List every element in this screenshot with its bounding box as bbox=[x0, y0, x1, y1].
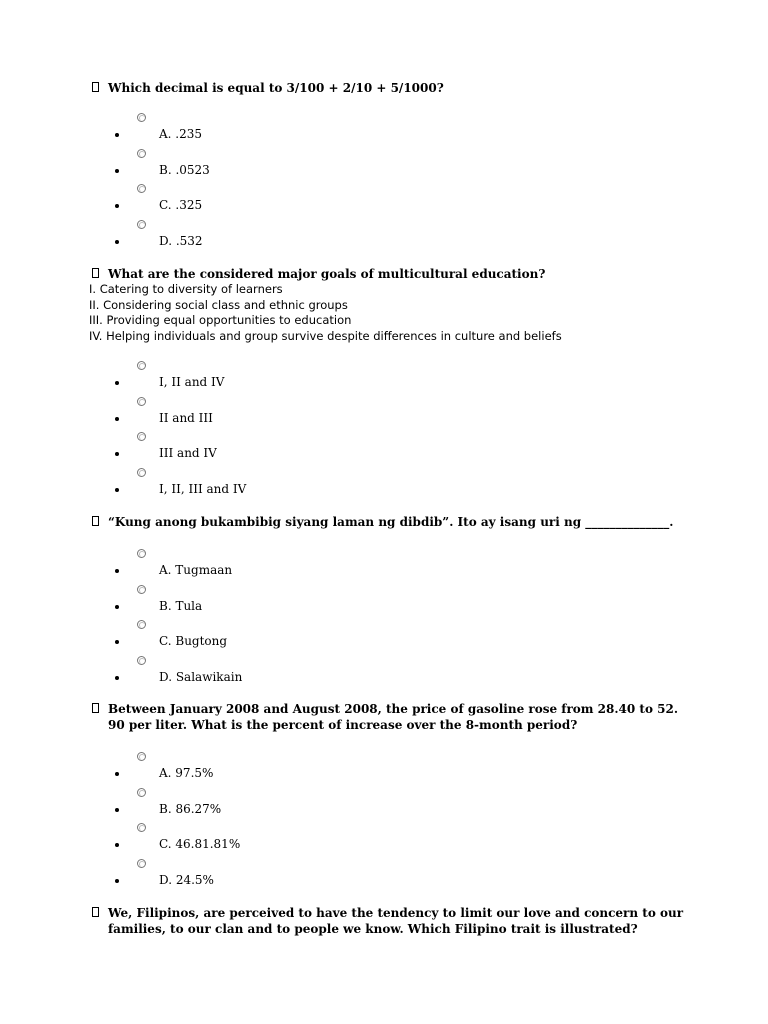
option-item[interactable] bbox=[92, 397, 492, 433]
radio-button-icon[interactable] bbox=[137, 788, 146, 797]
bullet-icon bbox=[115, 808, 119, 812]
question-4-header bbox=[92, 701, 692, 733]
bullet-icon bbox=[115, 488, 119, 492]
bullet-icon bbox=[115, 640, 119, 644]
bullet-icon bbox=[115, 240, 119, 244]
radio-button-icon[interactable] bbox=[137, 752, 146, 761]
question-marker-icon bbox=[92, 82, 99, 92]
bullet-icon bbox=[115, 843, 119, 847]
bullet-icon bbox=[115, 676, 119, 680]
option-item[interactable] bbox=[92, 113, 492, 149]
option-item[interactable] bbox=[92, 361, 492, 397]
question-4-text: Between January 2008 and August 2008, the price of gasoline rose from 28.40 to 52. 90 per liter. What is the percent of increase over the 8-month period? bbox=[108, 702, 679, 732]
question-2-header bbox=[92, 266, 692, 282]
option-item[interactable] bbox=[92, 184, 492, 220]
option-item[interactable] bbox=[92, 620, 492, 656]
radio-button-icon[interactable] bbox=[137, 585, 146, 594]
question-2-options bbox=[92, 361, 492, 503]
question-4 bbox=[92, 701, 692, 733]
bullet-icon bbox=[115, 772, 119, 776]
option-label: I, II, III and IV bbox=[159, 481, 247, 496]
bullet-icon bbox=[115, 133, 119, 137]
option-label: B. Tula bbox=[159, 598, 203, 613]
bullet-icon bbox=[115, 569, 119, 573]
question-3 bbox=[92, 514, 692, 530]
option-label: D. 24.5% bbox=[159, 872, 214, 887]
statement-2: II. Considering social class and ethnic groups bbox=[89, 297, 348, 312]
option-item[interactable] bbox=[92, 859, 492, 895]
bullet-icon bbox=[115, 452, 119, 456]
option-label: D. .532 bbox=[159, 233, 203, 248]
option-item[interactable] bbox=[92, 585, 492, 621]
bullet-icon bbox=[115, 879, 119, 883]
option-item[interactable] bbox=[92, 788, 492, 824]
option-item[interactable] bbox=[92, 656, 492, 692]
option-label: III and IV bbox=[159, 446, 217, 460]
radio-button-icon[interactable] bbox=[137, 823, 146, 832]
bullet-icon bbox=[115, 605, 119, 609]
question-1 bbox=[92, 80, 692, 96]
radio-button-icon[interactable] bbox=[137, 432, 146, 441]
radio-button-icon[interactable] bbox=[137, 397, 146, 406]
question-marker-icon bbox=[92, 907, 99, 917]
radio-button-icon[interactable] bbox=[137, 620, 146, 629]
radio-button-icon[interactable] bbox=[137, 656, 146, 665]
option-label: C. 46.81.81% bbox=[159, 837, 241, 851]
option-label: II and III bbox=[159, 410, 213, 425]
radio-button-icon[interactable] bbox=[137, 859, 146, 868]
option-item[interactable] bbox=[92, 549, 492, 585]
question-4-options bbox=[92, 752, 492, 894]
option-label: B. 86.27% bbox=[159, 801, 222, 816]
radio-button-icon[interactable] bbox=[137, 220, 146, 229]
option-item[interactable] bbox=[92, 752, 492, 788]
question-3-text: “Kung anong bukambibig siyang laman ng dibdib”. Ito ay isang uri ng ______________. bbox=[108, 515, 674, 529]
question-2 bbox=[89, 266, 692, 344]
question-marker-icon bbox=[92, 516, 99, 526]
option-label: A. Tugmaan bbox=[159, 563, 233, 577]
option-label: A. 97.5% bbox=[159, 766, 214, 780]
option-item[interactable] bbox=[92, 149, 492, 185]
option-item[interactable] bbox=[92, 468, 492, 504]
option-label: A. .235 bbox=[159, 127, 203, 141]
option-item[interactable] bbox=[92, 220, 492, 256]
option-item[interactable] bbox=[92, 823, 492, 859]
question-marker-icon bbox=[92, 703, 99, 713]
bullet-icon bbox=[115, 169, 119, 173]
question-1-text: Which decimal is equal to 3/100 + 2/10 + 5/1000? bbox=[108, 81, 444, 95]
bullet-icon bbox=[115, 417, 119, 421]
question-1-options bbox=[92, 113, 492, 255]
radio-button-icon[interactable] bbox=[137, 184, 146, 193]
radio-button-icon[interactable] bbox=[137, 549, 146, 558]
question-marker-icon bbox=[92, 268, 99, 278]
bullet-icon bbox=[115, 204, 119, 208]
statement-1: I. Catering to diversity of learners bbox=[89, 282, 283, 296]
question-3-options bbox=[92, 549, 492, 691]
option-label: C. .325 bbox=[159, 198, 203, 212]
question-2-text: What are the considered major goals of multicultural education? bbox=[108, 267, 546, 281]
radio-button-icon[interactable] bbox=[137, 113, 146, 122]
question-5-header bbox=[92, 905, 692, 937]
option-label: I, II and IV bbox=[159, 375, 225, 389]
option-label: C. Bugtong bbox=[159, 634, 228, 648]
bullet-icon bbox=[115, 381, 119, 385]
option-label: D. Salawikain bbox=[159, 669, 243, 684]
option-item[interactable] bbox=[92, 432, 492, 468]
question-5 bbox=[92, 905, 692, 937]
statement-4: IV. Helping individuals and group survive despite differences in culture and beliefs bbox=[89, 328, 562, 343]
option-label: B. .0523 bbox=[159, 162, 210, 177]
radio-button-icon[interactable] bbox=[137, 361, 146, 370]
question-1-header bbox=[92, 80, 692, 96]
question-3-header bbox=[92, 514, 692, 530]
question-5-text: We, Filipinos, are perceived to have the tendency to limit our love and concern to our families, to our clan and to people we know. Which Filipino trait is illustrated? bbox=[108, 906, 684, 936]
statement-3: III. Providing equal opportunities to education bbox=[89, 313, 352, 327]
radio-button-icon[interactable] bbox=[137, 468, 146, 477]
radio-button-icon[interactable] bbox=[137, 149, 146, 158]
